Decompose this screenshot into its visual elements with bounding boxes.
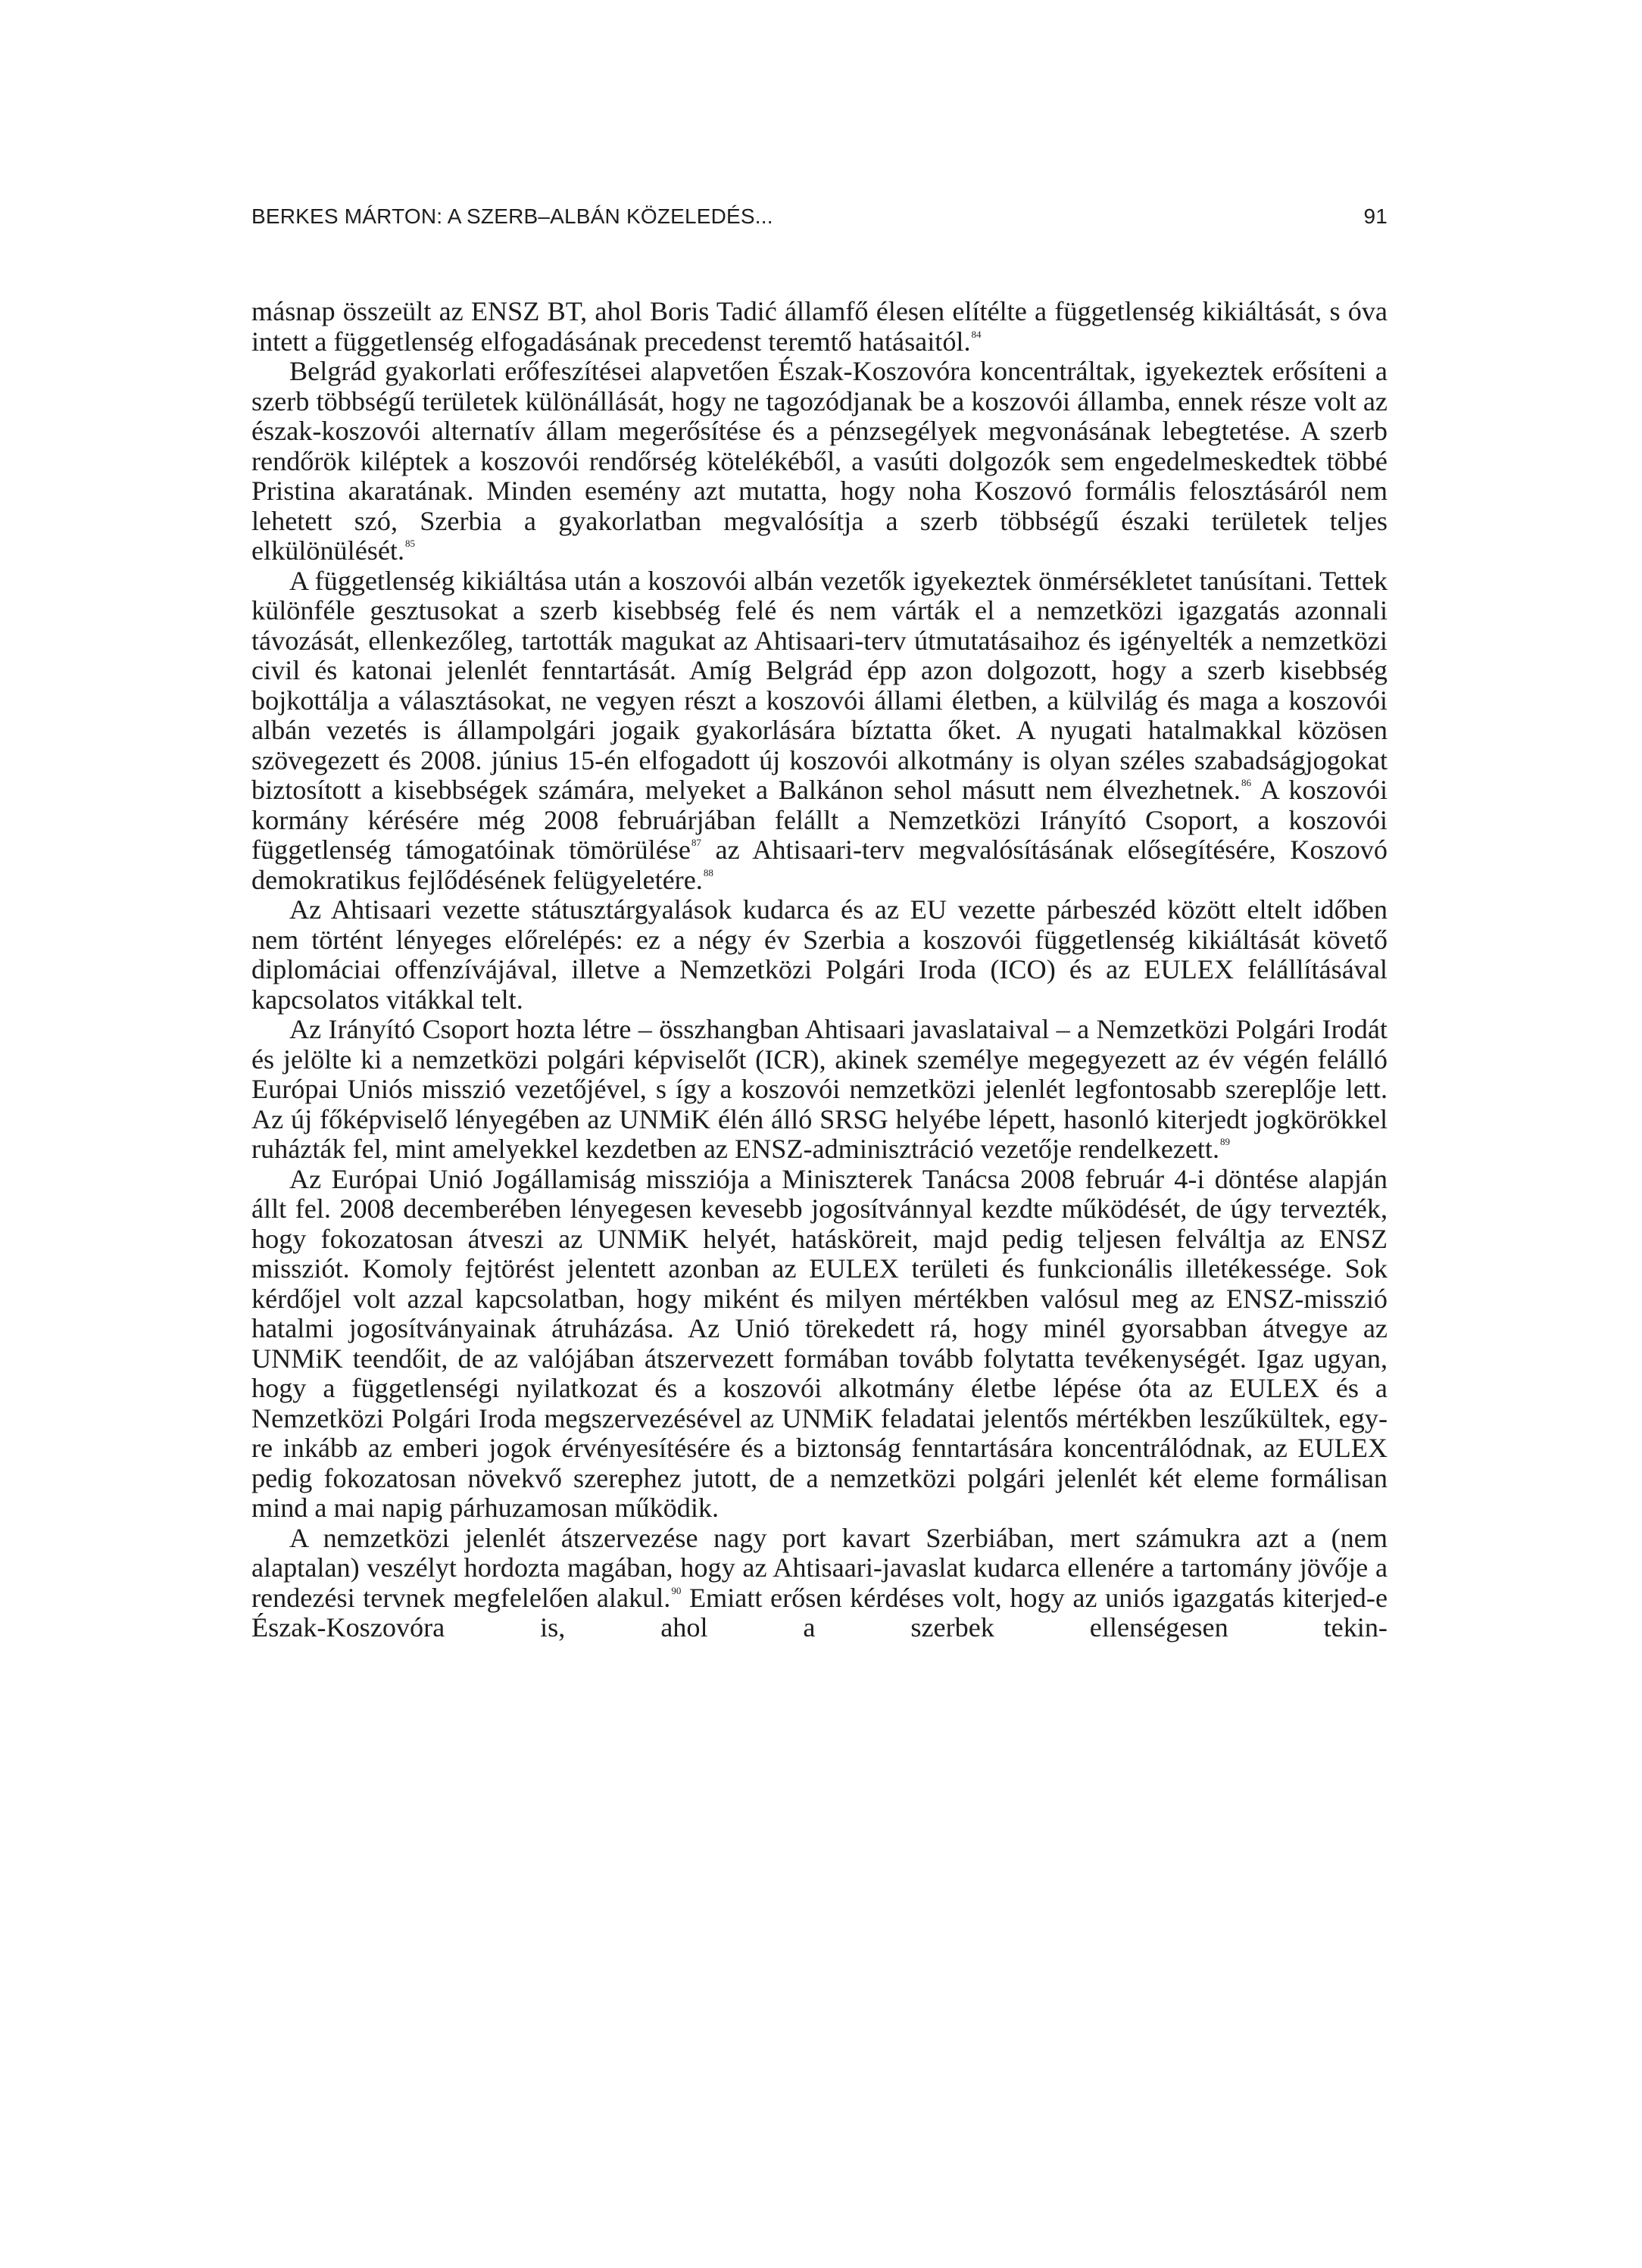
paragraph bbox=[251, 297, 1388, 357]
body-text bbox=[251, 297, 1388, 1643]
paragraph bbox=[251, 1524, 1388, 1643]
paragraph-text: Emiatt erősen kérdéses volt, hogy az uniós igazgatás kiterjed-e Észak-Koszovóra is, ahol a szerbek ellenségesen tekin- bbox=[251, 1582, 1388, 1643]
footnote-marker: 86 bbox=[1241, 777, 1251, 788]
footnote-marker: 89 bbox=[1220, 1136, 1231, 1147]
paragraph-text: Az Irányító Csoport hozta létre – összhangban Ahtisaari javaslataival – a Nemzetközi Polgári Irodát és jelölte ki a nemzetközi polgári képviselőt (ICR), akinek személye megegyezett az év végén felálló Európai Uniós misszió vezetőjével, s így a koszovói nemzetközi jelenlét legfontosabb szereplője lett. Az új főképviselő lényegében az UNMiK élén álló SRSG helyébe lépett, hasonló kiterjedt jogkörökkel ruházták fel, mint amelyekkel kezdetben az ENSZ-adminisztráció vezetője rendelkezett. bbox=[251, 1014, 1388, 1164]
paragraph bbox=[251, 895, 1388, 1015]
footnote-marker: 85 bbox=[405, 538, 415, 549]
paragraph-text: Belgrád gyakorlati erőfeszítései alapvetően Észak-Koszovóra koncentráltak, igyekeztek erősíteni a szerb többségű területek különállását, hogy ne tagozódjanak be a koszovói államba, ennek része volt az észak-koszovói alternatív állam megerősítése és a pénzsegélyek megvonásának lebegtetése. A szerb rendőrök kiléptek a koszovói rendőrség kötelékéből, a vasúti dolgozók sem engedelmeskedtek többé Pristina akaratának. Minden esemény azt mutatta, hogy noha Koszovó formális felosztásáról nem lehetett szó, Szerbia a gyakorlatban megvalósítja a szerb többségű északi területek teljes elkülönülését. bbox=[251, 356, 1388, 566]
paragraph bbox=[251, 1165, 1388, 1524]
footnote-marker: 88 bbox=[703, 866, 713, 878]
footnote-marker: 84 bbox=[971, 328, 982, 340]
paragraph-text: A függetlenség kikiáltása után a koszovói albán vezetők igyekeztek önmérsékletet tanúsítani. Tettek különféle gesztusokat a szerb kisebbség felé és nem várták el a nemzetközi igazgatás azonnali távozását, ellenkezőleg, tartották magukat az Ahtisaari-terv útmutatásaihoz és igényelték a nemzetközi civil és katonai jelenlét fenntartását. Amíg Belgrád épp azon dolgozott, hogy a szerb kisebbség bojkottálja a választásokat, ne vegyen részt a koszovói állami életben, a külvilág és maga a koszovói albán vezetés is állampolgári jogaik gyakorlására bíztatta őket. A nyugati hatalmakkal közösen szövegezett és 2008. június 15-én elfogadott új koszovói alkotmány is olyan széles szabadságjogokat biztosított a kisebbségek számára, melyeket a Balkánon sehol másutt nem élvezhetnek. bbox=[251, 565, 1388, 805]
footnote-marker: 90 bbox=[671, 1584, 682, 1596]
paragraph bbox=[251, 1015, 1388, 1165]
running-header bbox=[251, 204, 1388, 235]
page-number: 91 bbox=[1363, 204, 1388, 228]
paragraph-text: A nemzetközi jelenlét átszervezése nagy port kavart Szerbiában, mert számukra azt a (nem alaptalan) veszélyt hordozta magában, hogy az Ahtisaari-javaslat kudarca ellenére a tartomány jövője a rendezési tervnek megfelelően alakul. bbox=[251, 1522, 1388, 1613]
running-title: BERKES MÁRTON: A SZERB–ALBÁN KÖZELEDÉS... bbox=[251, 204, 773, 228]
paragraph-text: A koszovói kormány kérésére még 2008 februárjában felállt a Nemzetközi Irányító Csoport, a koszovói függetlenség támogatóinak tömörülése bbox=[251, 775, 1388, 865]
paragraph-text: másnap összeült az ENSZ BT, ahol Boris Tadić államfő élesen elítélte a függetlenség kikiáltását, s óva intett a függetlenség elfogadásának precedenst teremtő hatásaitól. bbox=[251, 296, 1388, 357]
paragraph-text: az Ahtisaari-terv megvalósításának elősegítésére, Koszovó demokratikus fejlődésének felügyeletére. bbox=[251, 835, 1388, 895]
paragraph-text: Az Európai Unió Jogállamiság missziója a Miniszterek Tanácsa 2008 február 4-i döntése alapján állt fel. 2008 decemberében lényegesen kevesebb jogosítvánnyal kezdte működését, de úgy tervezték, hogy fokozatosan átveszi az UNMiK helyét, hatásköreit, majd pedig teljesen felváltja az ENSZ missziót. Komoly fejtörést jelentett azonban az EULEX területi és funkcionális illetékessége. Sok kérdőjel volt azzal kapcsolatban, hogy miként és milyen mértékben valósul meg az ENSZ-misszió hatalmi jogosítványainak átruházása. Az Unió törekedett rá, hogy minél gyorsabban átvegye az UNMiK teendőit, de az valójában átszervezett formában tovább folytatta tevékenységét. Igaz ugyan, hogy a függetlenségi nyilatkozat és a koszovói alkotmány életbe lépése óta az EULEX és a Nemzetközi Polgári Iroda megszervezésével az UNMiK feladatai jelentős mértékben leszűkültek, egyre inkább az emberi jogok érvényesítésére és a biztonság fenntartására koncentrálódnak, az EULEX pedig fokozatosan növekvő szerephez jutott, de a nemzetközi polgári jelenlét két eleme formálisan mind a mai napig párhuzamosan működik. bbox=[251, 1163, 1388, 1523]
paragraph-text: Az Ahtisaari vezette státusztárgyalások kudarca és az EU vezette párbeszéd között eltelt időben nem történt lényeges előrelépés: ez a négy év Szerbia a koszovói függetlenség kikiáltását követő diplomáciai offenzívájával, illetve a Nemzetközi Polgári Iroda (ICO) és az EULEX felállításával kapcsolatos vitákkal telt. bbox=[251, 894, 1388, 1015]
paragraph bbox=[251, 357, 1388, 566]
footnote-marker: 87 bbox=[691, 837, 701, 848]
paragraph bbox=[251, 566, 1388, 896]
